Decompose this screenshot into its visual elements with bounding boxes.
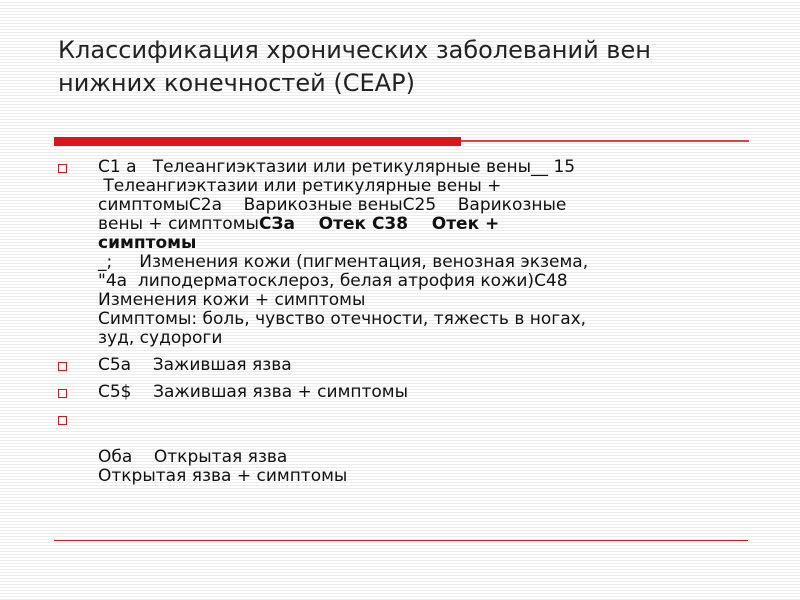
title-underline-thin bbox=[461, 140, 749, 142]
item-line: Оба Открытая язва bbox=[98, 447, 288, 467]
footer-divider bbox=[54, 540, 748, 541]
item-line: _; Изменения кожи (пигментация, венозная экзема, bbox=[98, 252, 589, 272]
item-line: симптомы bbox=[98, 233, 197, 253]
item-line: Изменения кожи + симптомы bbox=[98, 290, 366, 310]
list-item bbox=[56, 158, 756, 348]
slide-title bbox=[58, 34, 758, 100]
item-line: симптомыС2а Варикозные веныС25 Варикозные bbox=[98, 195, 567, 215]
item-line: зуд, судороги bbox=[98, 328, 223, 348]
item-line: Открытая язва + симптомы bbox=[98, 466, 348, 486]
item-line: C5а Зажившая язва bbox=[98, 355, 292, 375]
title-underline-thick bbox=[54, 137, 461, 146]
title-line-2: нижних конечностей (CEAP) bbox=[58, 69, 415, 97]
square-bullet-icon bbox=[58, 164, 67, 173]
item-line: Телеангиэктазии или ретикулярные вены + bbox=[98, 176, 502, 196]
list-item bbox=[56, 356, 756, 375]
item-line: C1 а Телеангиэктазии или ретикулярные вены__ 15 bbox=[98, 157, 576, 177]
item-text: вены + симптомы bbox=[98, 214, 259, 234]
item-line: "4а липодерматосклероз, белая атрофия кожи)С48 bbox=[98, 271, 568, 291]
item-line: Симптомы: боль, чувство отечности, тяжесть в ногах, bbox=[98, 309, 587, 329]
slide-body bbox=[56, 158, 756, 486]
item-line bbox=[98, 215, 756, 234]
square-bullet-icon bbox=[58, 416, 67, 425]
item-line: С5$ Зажившая язва + симптомы bbox=[98, 382, 409, 402]
square-bullet-icon bbox=[58, 362, 67, 371]
item-text-bold: СЗа Отек С38 Отек + bbox=[258, 214, 500, 234]
title-line-1: Классификация хронических заболеваний вен bbox=[58, 36, 651, 64]
list-item bbox=[56, 383, 756, 402]
list-item bbox=[56, 410, 756, 486]
square-bullet-icon bbox=[58, 389, 67, 398]
